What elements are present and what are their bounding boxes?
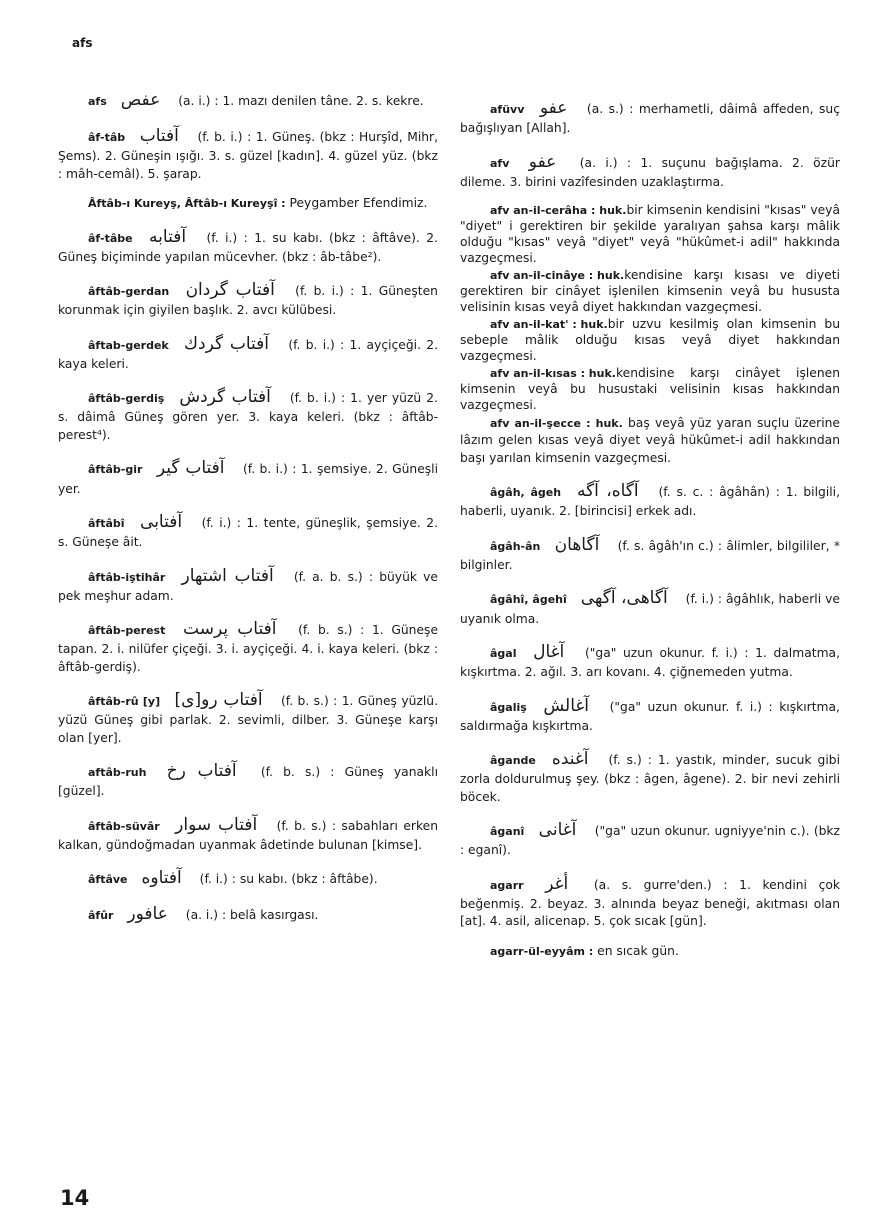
headword: aftâb-ruh <box>88 766 147 780</box>
entry-lead <box>460 366 616 382</box>
definition: en sıcak gün. <box>597 943 679 958</box>
grammar-note: (f. a. b. s.) : <box>293 569 374 584</box>
arabic-script: آفتاب رخ <box>166 761 237 782</box>
headword: Âftâb-ı Kureyş, Âftâb-ı Kureyşî : <box>88 197 286 211</box>
headword: âgâh, âgeh <box>490 486 562 500</box>
entry-lead <box>58 280 361 301</box>
dictionary-entry <box>460 533 840 575</box>
entry-lead <box>460 317 608 333</box>
definition: 1. su kabı. (bkz : âftâve). 2. Güneş biçiminde yapılan mücevher. (bkz : âb-tâbe²). <box>58 230 438 264</box>
dictionary-entry <box>460 479 840 521</box>
arabic-script: آفتاب اشتهار <box>181 565 274 586</box>
headword: âftab-gerdek <box>88 338 169 352</box>
definition: 1. yastık, minder, sucuk gibi zorla doldurulmuş şey. (bkz : âgen, âgene). 2. bir nevi zehirli böcek. <box>460 753 840 804</box>
grammar-note: (a. s. gurre'den.) : <box>593 877 728 892</box>
dictionary-entry <box>58 813 438 855</box>
definition: bir kimsenin kendisini "kısas" veyâ "diyet" i gerektiren bir şekilde yaralıyan şahsa karşı mâlik olduğu "kısas" veyâ "diyet" veyâ "hükûmet-i adil" hakkında vazgeçmesi. <box>460 203 840 266</box>
grammar-note: ("ga" uzun okunur. f. i.) : <box>584 646 749 661</box>
definition: kendisine karşı kısası ve diyeti gerektiren bir cinâyet işlenilen kimsenin veyâ bu hususta velisinin kısas veyâ diyet hakkından vazgeçmesi. <box>460 268 840 315</box>
dictionary-entry <box>58 195 438 212</box>
headword: afv an-il-kat' : huk. <box>490 318 608 332</box>
entry-lead <box>460 749 658 770</box>
grammar-note: (f. s. âgâh'ın c.) : <box>617 538 723 553</box>
entry-lead <box>58 565 379 586</box>
headword: âganî <box>490 825 525 839</box>
headword: afv an-il-cinâye : huk. <box>490 269 625 283</box>
arabic-script: آغانی <box>538 820 577 841</box>
headword: âftâbî <box>88 516 125 530</box>
grammar-note: (f. b. i.) : <box>289 391 346 406</box>
entry-lead <box>58 126 256 147</box>
headword: âftâb-perest <box>88 624 166 638</box>
grammar-note: (f. b. i.) : <box>288 337 345 352</box>
entry-lead <box>58 458 301 479</box>
dictionary-entry <box>460 747 840 806</box>
grammar-note: (f. b. s.) : <box>276 818 336 833</box>
arabic-script: آگاهی، آگهی <box>580 588 668 609</box>
definition: kışkırtma, saldırmağa kışkırtma. <box>460 699 840 733</box>
definition: merhametli, dâimâ affeden, suç bağışlıyan [Allah]. <box>460 102 840 136</box>
definition: 1. kendini çok beğenmiş. 2. beyaz. 3. alnında beyaz beneği, akıtması olan [at]. 4. asil, alicenap. 5. çok sıcak [gün]. <box>460 877 840 929</box>
grammar-note: (f. b. i.) : <box>197 130 252 145</box>
dictionary-entry <box>460 818 840 860</box>
dictionary-entry <box>460 694 840 736</box>
definition: âgâhlık, haberli ve uyanık olma. <box>460 592 840 626</box>
arabic-script: آگاهان <box>554 534 600 555</box>
dictionary-entry <box>460 366 840 414</box>
entry-lead <box>58 690 342 711</box>
grammar-note: ("ga" uzun okunur. f. i.) : <box>609 699 773 714</box>
arabic-script: أغر <box>545 873 569 894</box>
definition: sabahları erken kalkan, gündoğmadan uyanmak âdetinde bulunan [kimse]. <box>58 818 438 852</box>
definition: büyük ve pek meşhur adam. <box>58 569 438 603</box>
grammar-note: (f. b. i.) : <box>295 284 355 299</box>
dictionary-entry <box>58 688 438 747</box>
right-column <box>460 96 840 972</box>
grammar-note: (a. i.) : <box>185 908 227 923</box>
headword: afüvv <box>490 103 525 116</box>
grammar-note: (f. i.) : <box>685 592 723 607</box>
left-column <box>58 88 438 939</box>
dictionary-entry <box>58 278 438 320</box>
definition: 1. suçunu bağışlama. 2. özür dileme. 3. birini vazîfesinden uzaklaştırma. <box>460 155 840 189</box>
headword: afv an-il-kısas : huk. <box>490 367 616 380</box>
entry-lead <box>460 588 726 609</box>
entry-lead <box>58 868 240 889</box>
definition: bir uzvu kesilmiş olan kimsenin bu sebeple mâlik olduğu kısas veyâ diyet hakkından vazgeçmesi. <box>460 317 840 364</box>
grammar-note: (f. b. s.) : <box>281 694 338 709</box>
entry-lead <box>460 268 624 284</box>
grammar-note: (f. s. c. : âgâhân) : <box>658 485 780 500</box>
arabic-script: عفو <box>539 98 568 118</box>
arabic-script: آفتابی <box>140 511 183 532</box>
definition: âlimler, bilgililer, * bilginler. <box>460 538 841 573</box>
entry-lead <box>58 904 230 925</box>
arabic-script: آفتاوه <box>141 868 182 889</box>
dictionary-entry <box>58 225 438 267</box>
entry-lead <box>460 481 786 502</box>
grammar-note: (a. i.) : <box>178 94 219 108</box>
entry-lead <box>460 203 626 219</box>
entry-lead <box>58 387 350 408</box>
headword: âgâhî, âgehî <box>490 593 567 607</box>
headword: afv <box>490 156 510 170</box>
dictionary-entry <box>460 317 840 365</box>
entry-lead <box>58 90 222 110</box>
entry-lead <box>460 416 628 430</box>
definition: 1. Güneşe tapan. 2. i. nilüfer çiçeği. 3. i. ayçiçeği. 4. i. kaya keleri. (bkz : âftâb-gerdiş). <box>58 623 439 674</box>
entry-lead <box>58 196 290 210</box>
entry-lead <box>460 873 739 894</box>
grammar-note: (f. b. s.) : <box>298 623 365 638</box>
dictionary-entry <box>58 510 438 552</box>
dictionary-entry <box>58 617 438 676</box>
grammar-note: (f. b. i.) : <box>242 462 297 477</box>
dictionary-entry <box>460 268 840 316</box>
arabic-script: آفتابه <box>149 226 187 247</box>
dictionary-entry <box>58 332 438 374</box>
arabic-script: آفتاب گردك <box>184 333 270 354</box>
dictionary-entry <box>58 564 438 606</box>
entry-lead <box>460 944 597 958</box>
arabic-script: آگاه، آگه <box>576 481 639 502</box>
headword: âftâb-süvâr <box>88 819 160 833</box>
arabic-script: آفتاب رو[ى] <box>174 690 263 711</box>
entry-lead <box>58 333 350 354</box>
entry-lead <box>460 534 726 555</box>
entry-lead <box>58 814 341 835</box>
dictionary-entry <box>58 88 438 112</box>
entry-lead <box>460 820 840 858</box>
arabic-script: عفو <box>528 151 557 172</box>
entry-lead <box>460 642 755 663</box>
dictionary-entry <box>460 640 840 682</box>
headword: agarr-ül-eyyâm : <box>490 944 594 958</box>
dictionary-entry <box>58 866 438 890</box>
definition: 1. Güneş yüzlü. yüzü Güneş gibi parlak. 2. sevimli, dilber. 3. Güneşe karşı olan [yer]. <box>58 694 438 745</box>
grammar-note: (f. s.) : <box>608 753 652 768</box>
entry-lead <box>460 151 640 172</box>
definition: Peygamber Efendimiz. <box>289 196 428 211</box>
dictionary-entry <box>460 872 840 931</box>
dictionary-entry <box>460 96 840 138</box>
headword: afv an-il-cerâha : huk. <box>490 204 627 218</box>
arabic-script: آغال <box>533 642 565 663</box>
arabic-script: آفتاب گیر <box>156 458 225 479</box>
arabic-script: آغنده <box>551 749 589 770</box>
grammar-note: (f. i.) : <box>201 515 241 530</box>
entry-lead <box>58 761 345 782</box>
definition: kendisine karşı cinâyet işlenen kimsenin veyâ bu husustaki velisinin kısas hakkından vazgeçmesi. <box>460 366 840 412</box>
headword: âftâb-gerdiş <box>88 392 165 406</box>
headword: âftâb-rû [y] <box>88 695 161 709</box>
headword: âgal <box>490 647 517 661</box>
grammar-note: (a. s.) : <box>586 102 634 116</box>
grammar-note: ("ga" uzun okunur. ugniyye'nin c.). (bkz : eganî). <box>460 824 840 858</box>
dictionary-entry <box>58 902 438 926</box>
dictionary-entry <box>58 385 438 444</box>
arabic-script: عافور <box>127 904 168 925</box>
entry-lead <box>460 695 779 716</box>
entry-lead <box>58 619 372 640</box>
dictionary-entry <box>460 203 840 267</box>
arabic-script: آفتاب گردش <box>179 387 271 408</box>
headword: âftâb-gerdan <box>88 285 170 299</box>
arabic-script: آفتاب پرست <box>183 619 277 640</box>
arabic-script: آفتاب <box>139 126 179 147</box>
definition: 1. Güneşten korunmak için giyilen başlık. 2. avcı külübesi. <box>58 284 438 318</box>
dictionary-entry <box>58 124 438 183</box>
definition: 1. mazı denilen tâne. 2. s. kekre. <box>222 94 424 108</box>
headword: âftâve <box>88 873 128 887</box>
entry-lead <box>460 98 639 118</box>
dictionary-entry <box>58 456 438 498</box>
arabic-script: آفتاب گردان <box>185 280 275 301</box>
definition: 1. dalmatma, kışkırtma. 2. ağıl. 3. arı kovanı. 4. çiğnemeden yutma. <box>460 646 840 680</box>
headword: âf-tâb <box>88 131 126 145</box>
grammar-note: (f. b. s.) : <box>260 765 335 780</box>
arabic-script: عفص <box>120 90 161 110</box>
arabic-script: آفتاب سوار <box>175 814 258 835</box>
headword: afv an-il-şecce : huk. <box>490 416 623 430</box>
grammar-note: (f. i.) : <box>199 872 236 887</box>
headword: âftâb-gir <box>88 463 143 477</box>
definition: su kabı. (bkz : âftâbe). <box>239 872 378 887</box>
definition: baş veyâ yüz yaran suçlu üzerine lâzım gelen kısas veyâ diyet veyâ hükûmet-i adil hakkından başı yarılan kimsenin vazgeçmesi. <box>460 415 840 465</box>
page-number: 14 <box>60 1186 90 1210</box>
definition: Güneş yanaklı [güzel]. <box>58 765 438 799</box>
definition: belâ kasırgası. <box>230 908 319 923</box>
running-header: afs <box>72 36 93 50</box>
headword: âfûr <box>88 909 114 923</box>
dictionary-entry <box>460 415 840 467</box>
headword: âftâb-iştihâr <box>88 570 166 584</box>
headword: agarr <box>490 878 524 892</box>
definition: 1. Güneş. (bkz : Hurşîd, Mihr, Şems). 2. Güneşin ışığı. 3. s. güzel [kadın]. 4. güzel yüz. (bkz : mâh-cemâl). 5. şarap. <box>58 130 438 181</box>
definition: 1. ayçiçeği. 2. kaya keleri. <box>58 337 438 371</box>
grammar-note: (a. i.) : <box>579 155 632 170</box>
dictionary-entry <box>58 759 438 801</box>
entry-lead <box>58 226 254 247</box>
arabic-script: آغالش <box>543 695 590 716</box>
dictionary-entry <box>460 943 840 960</box>
definition: 1. şemsiye. 2. Güneşli yer. <box>58 462 438 496</box>
headword: âgâh-ân <box>490 539 541 553</box>
headword: âgande <box>490 754 536 768</box>
definition: 1. yer yüzü 2. s. dâimâ Güneş gören yer. 3. kaya keleri. (bkz : âftâb-perest⁴). <box>58 391 438 442</box>
grammar-note: (f. i.) : <box>206 230 248 245</box>
headword: âgaliş <box>490 700 527 714</box>
definition: 1. bilgili, haberli, uyanık. 2. [birincisi] erkek adı. <box>460 485 840 519</box>
dictionary-entry <box>460 586 840 628</box>
dictionary-entry <box>460 150 840 192</box>
headword: afs <box>88 95 107 108</box>
entry-lead <box>58 511 246 532</box>
headword: âf-tâbe <box>88 231 133 245</box>
definition: 1. tente, güneşlik, şemsiye. 2. s. Güneşe âit. <box>58 515 438 550</box>
